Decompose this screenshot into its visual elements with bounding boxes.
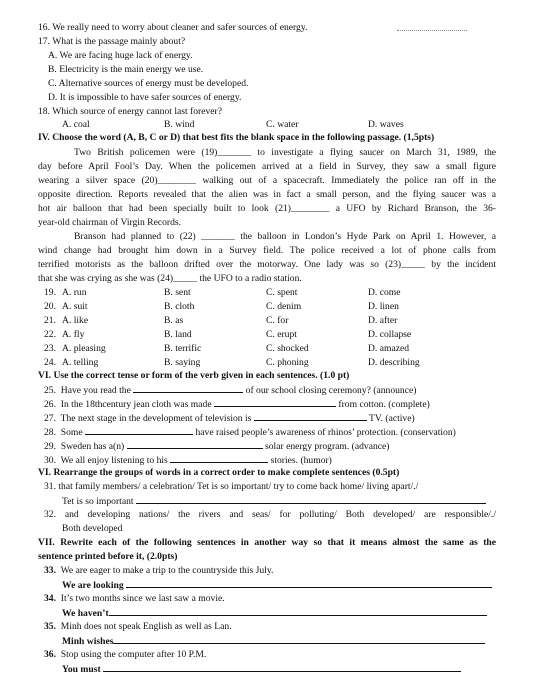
passage-line: wind change had brought him down in a Survey field. The police received a lot of phone calls from bbox=[38, 245, 496, 256]
answer-blank[interactable] bbox=[133, 384, 243, 393]
item-suffix: stories. (humor) bbox=[270, 455, 332, 466]
answer-blank[interactable] bbox=[113, 635, 485, 644]
question-16: 16. We really need to worry about cleaner and safer sources of energy. bbox=[38, 22, 308, 33]
answer-start: Minh wishes bbox=[62, 636, 114, 647]
q18-option-c: C. water bbox=[266, 119, 299, 130]
answer-start: Both developed bbox=[62, 523, 123, 534]
verb-item-28 bbox=[44, 426, 456, 438]
item-number: 26. bbox=[44, 399, 56, 410]
section-vii-title: VII. Rewrite each of the following sentences in another way so that it means almost the same as the bbox=[38, 537, 496, 548]
passage-line: that she was crying as she was (24)_____ the UFO to a radio station. bbox=[38, 273, 302, 284]
section-vi-title: VI. Use the correct tense or form of the verb given in each sentences. (1.0 pt) bbox=[38, 370, 350, 381]
mcq-option-c: C. erupt bbox=[266, 329, 297, 340]
rewrite-36-answer bbox=[62, 663, 461, 675]
mcq-option-d: D. amazed bbox=[368, 343, 410, 354]
item-number: 28. bbox=[44, 427, 56, 438]
item-prompt: We all enjoy listening to his bbox=[60, 455, 168, 466]
item-number: 30. bbox=[44, 455, 56, 466]
question-31-answer-line bbox=[62, 495, 486, 507]
mcq-option-c: C. shocked bbox=[266, 343, 309, 354]
section-iv-title: IV. Choose the word (A, B, C or D) that best fits the blank space in the following passage. (1,5pts) bbox=[38, 132, 435, 143]
mcq-option-b: B. cloth bbox=[164, 301, 195, 312]
item-prompt: In the 18thcentury jean cloth was made bbox=[60, 399, 212, 410]
item-number: 35. bbox=[44, 621, 56, 632]
answer-start: We are looking bbox=[62, 580, 124, 591]
mcq-option-d: D. describing bbox=[368, 357, 420, 368]
answer-start: We haven’t bbox=[62, 608, 109, 619]
q18-option-a: A. coal bbox=[62, 119, 90, 130]
passage-line: opposite direction. Reports revealed that the alien was in fact a small person, and the flying saucer was a bbox=[38, 189, 496, 200]
question-17: 17. What is the passage mainly about? bbox=[38, 36, 186, 47]
mcq-option-d: D. collapse bbox=[368, 329, 412, 340]
verb-item-26 bbox=[44, 398, 430, 410]
rewrite-33-answer bbox=[62, 579, 492, 591]
item-number: 33. bbox=[44, 565, 56, 576]
question-31: 31. that family members/ a celebration/ Tet is so important/ try to come back home/ living apart/./ bbox=[44, 481, 419, 492]
answer-blank[interactable] bbox=[85, 426, 193, 435]
mcq-option-a: A. run bbox=[62, 287, 87, 298]
item-prompt: Minh does not speak English as well as Lan. bbox=[60, 621, 232, 632]
item-number: 25. bbox=[44, 385, 56, 396]
item-suffix: from cotton. (complete) bbox=[338, 399, 430, 410]
item-prompt: Some bbox=[60, 427, 83, 438]
mcq-option-a: A. suit bbox=[62, 301, 88, 312]
q17-option-b: B. Electricity is the main energy we use. bbox=[48, 64, 204, 75]
mcq-option-c: C. denim bbox=[266, 301, 302, 312]
answer-blank[interactable] bbox=[170, 454, 268, 463]
q18-option-b: B. wind bbox=[164, 119, 195, 130]
mcq-number: 19. bbox=[44, 287, 56, 298]
rewrite-35 bbox=[44, 621, 232, 632]
answer-blank[interactable] bbox=[127, 440, 263, 449]
rewrite-35-answer bbox=[62, 635, 485, 647]
verb-item-30 bbox=[44, 454, 332, 466]
mcq-option-d: D. after bbox=[368, 315, 398, 326]
mcq-option-b: B. land bbox=[164, 329, 192, 340]
mcq-option-b: B. as bbox=[164, 315, 184, 326]
rewrite-33 bbox=[44, 565, 273, 576]
passage-line: wearing a silver space (20)________ walking out of a spacecraft. Immediately the police ran off in the bbox=[38, 175, 496, 186]
answer-blank[interactable] bbox=[109, 607, 487, 616]
rewrite-34 bbox=[44, 593, 225, 604]
mcq-number: 23. bbox=[44, 343, 56, 354]
question-32: 32. and developing nations/ the rivers and seas/ for polluting/ Both developed/ are responsible/./ bbox=[44, 509, 496, 520]
dotted-line bbox=[397, 22, 467, 31]
passage-line: year-old chairman of Virgin Records. bbox=[38, 217, 182, 228]
item-prompt: Sweden has a(n) bbox=[60, 441, 125, 452]
answer-blank[interactable] bbox=[126, 579, 492, 588]
item-prompt: We are eager to make a trip to the countryside this July. bbox=[60, 565, 274, 576]
item-suffix: have raised people’s awareness of rhinos’ protection. (conservation) bbox=[195, 427, 456, 438]
item-prompt: Stop using the computer after 10 P.M. bbox=[60, 649, 207, 660]
section-vii-title-cont: sentence printed before it, (2.0pts) bbox=[38, 551, 178, 562]
answer-blank[interactable] bbox=[254, 412, 367, 421]
section-vi-rearrange-title: VI. Rearrange the groups of words in a correct order to make complete sentences (0.5pt) bbox=[38, 467, 400, 478]
passage-line: Branson had planned to (22) _______ the balloon in London’s Hyde Park on April 1. However, a bbox=[74, 231, 496, 242]
item-suffix: of our school closing ceremony? (announce) bbox=[245, 385, 417, 396]
passage-line: Two British policemen were (19)_______ to investigate a flying saucer on March 31, 1989, the bbox=[74, 147, 496, 158]
q17-option-c: C. Alternative sources of energy must be developed. bbox=[48, 78, 249, 89]
mcq-option-a: A. pleasing bbox=[62, 343, 106, 354]
answer-blank[interactable] bbox=[103, 663, 461, 672]
mcq-number: 20. bbox=[44, 301, 56, 312]
mcq-option-d: D. come bbox=[368, 287, 401, 298]
mcq-option-c: C. for bbox=[266, 315, 289, 326]
passage-line: terrified motorists as the balloon drifted over the motorway. One lady was so (23)_____ by the incident bbox=[38, 259, 496, 270]
answer-start: You must bbox=[62, 664, 101, 675]
item-prompt: Have you read the bbox=[60, 385, 131, 396]
mcq-option-a: A. telling bbox=[62, 357, 99, 368]
passage-line: day before April Fool’s Day. When the policemen arrived at a field in Survey, they saw a small figure bbox=[38, 161, 496, 172]
mcq-option-d: D. linen bbox=[368, 301, 399, 312]
item-number: 36. bbox=[44, 649, 56, 660]
mcq-option-a: A. like bbox=[62, 315, 89, 326]
item-suffix: solar energy program. (advance) bbox=[265, 441, 390, 452]
item-prompt: The next stage in the development of television is bbox=[60, 413, 252, 424]
item-number: 34. bbox=[44, 593, 56, 604]
rewrite-34-answer bbox=[62, 607, 487, 619]
item-prompt: It’s two months since we last saw a movie. bbox=[60, 593, 225, 604]
answer-blank[interactable] bbox=[214, 398, 336, 407]
q18-option-d: D. waves bbox=[368, 119, 404, 130]
q17-option-d: D. It is impossible to have safer sources of energy. bbox=[48, 92, 242, 103]
answer-blank[interactable] bbox=[136, 495, 486, 504]
item-number: 27. bbox=[44, 413, 56, 424]
mcq-number: 22. bbox=[44, 329, 56, 340]
question-32-answer-line bbox=[62, 523, 122, 534]
mcq-option-a: A. fly bbox=[62, 329, 85, 340]
item-suffix: TV. (active) bbox=[369, 413, 415, 424]
verb-item-27 bbox=[44, 412, 415, 424]
mcq-option-b: B. saying bbox=[164, 357, 201, 368]
verb-item-25 bbox=[44, 384, 416, 396]
q17-option-a: A. We are facing huge lack of energy. bbox=[48, 50, 193, 61]
answer-start: Tet is so important bbox=[62, 496, 134, 507]
mcq-option-b: B. terrific bbox=[164, 343, 202, 354]
mcq-number: 21. bbox=[44, 315, 56, 326]
mcq-option-b: B. sent bbox=[164, 287, 191, 298]
passage-line: hot air balloon that had been specially built to look (21)________ a UFO by Richard Branson, the 36- bbox=[38, 203, 496, 214]
item-number: 29. bbox=[44, 441, 56, 452]
question-18: 18. Which source of energy cannot last forever? bbox=[38, 106, 222, 117]
mcq-option-c: C. phoning bbox=[266, 357, 309, 368]
rewrite-36 bbox=[44, 649, 206, 660]
mcq-option-c: C. spent bbox=[266, 287, 298, 298]
mcq-number: 24. bbox=[44, 357, 56, 368]
verb-item-29 bbox=[44, 440, 390, 452]
